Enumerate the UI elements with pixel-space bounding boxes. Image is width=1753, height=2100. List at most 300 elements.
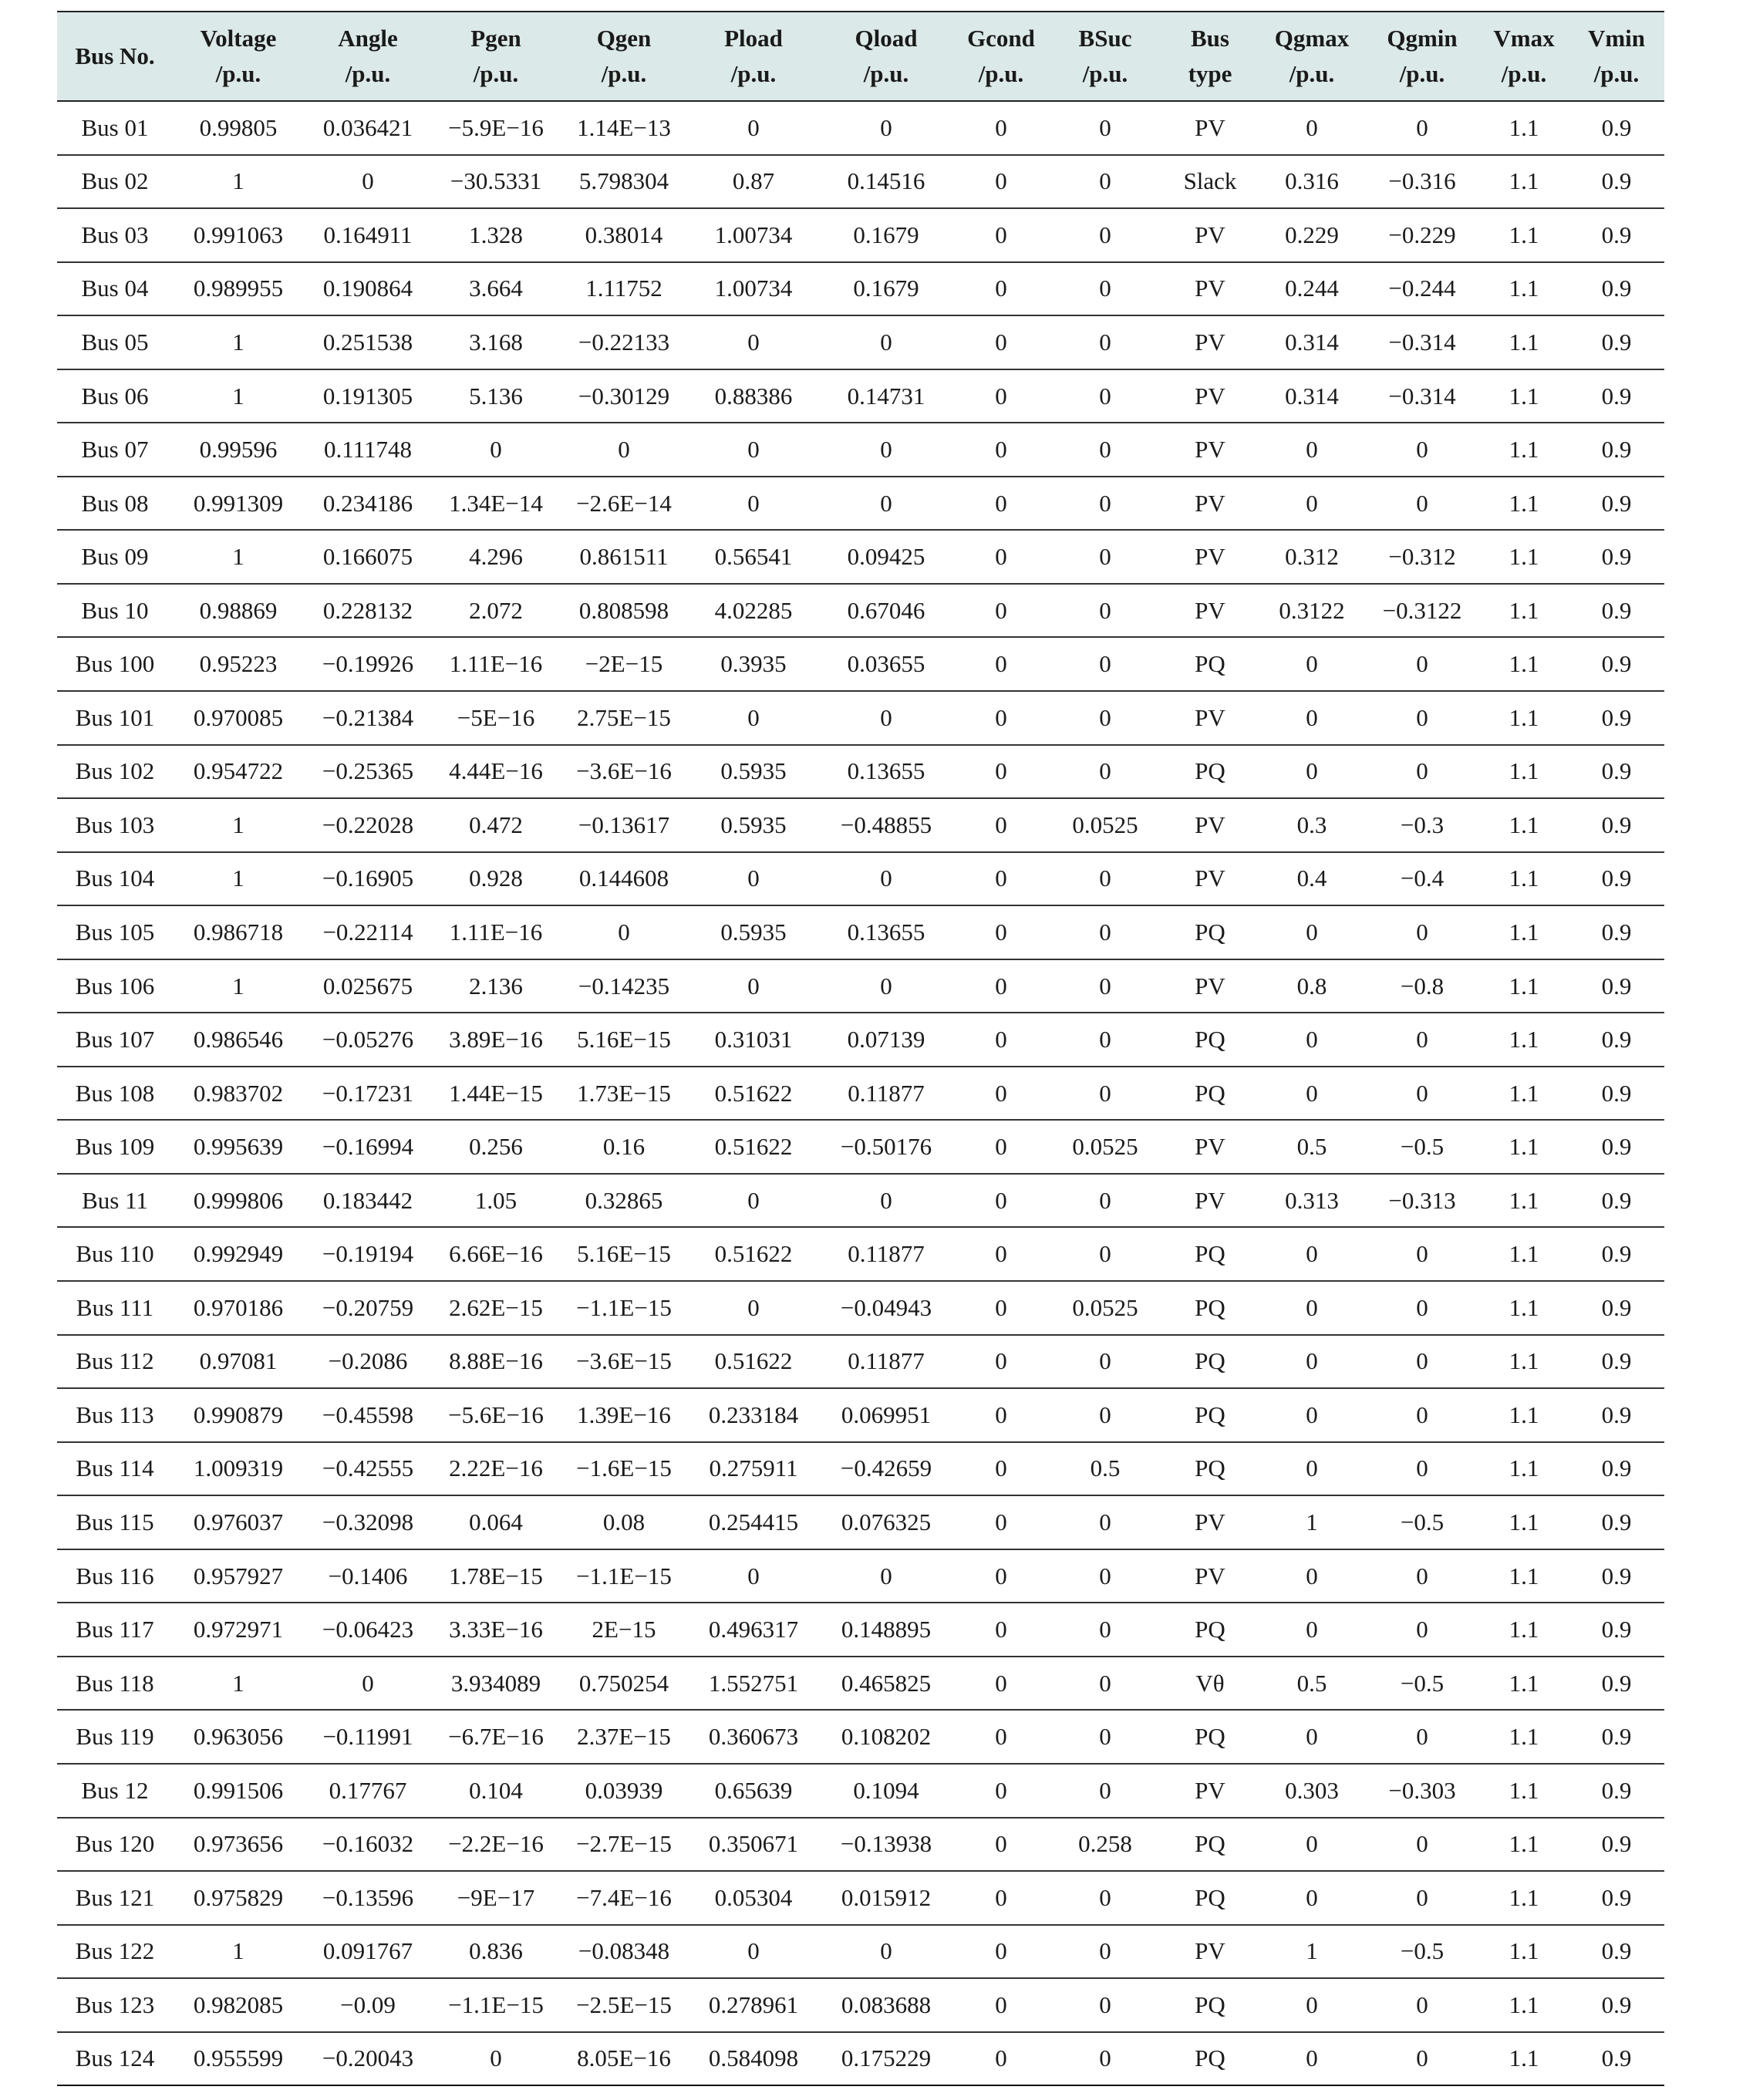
column-header-line1: Vmax — [1493, 25, 1555, 52]
table-cell: 0 — [432, 2032, 560, 2086]
table-cell: 1 — [173, 530, 304, 584]
table-cell: 1.1 — [1479, 1120, 1569, 1174]
table-cell: 0.995639 — [173, 1120, 304, 1174]
table-cell: 0 — [953, 1174, 1049, 1228]
table-cell: 0.303 — [1259, 1764, 1365, 1818]
table-cell: 4.02285 — [688, 584, 819, 638]
table-row — [57, 1335, 1664, 1389]
table-cell: −0.19926 — [304, 637, 432, 691]
table-cell: 0 — [1259, 1818, 1365, 1872]
table-cell: 0.9 — [1569, 1442, 1664, 1496]
table-row — [57, 1549, 1664, 1603]
table-cell: −2E−15 — [560, 637, 688, 691]
table-cell: 0.9 — [1569, 1495, 1664, 1549]
table-cell: 0 — [1049, 1925, 1161, 1979]
table-cell: −3.6E−15 — [560, 1335, 688, 1389]
column-header-line2: /p.u. — [978, 60, 1024, 87]
table-cell: 0.9 — [1569, 155, 1664, 209]
table-cell: 1.1 — [1479, 1549, 1569, 1603]
table-cell: 0.98869 — [173, 584, 304, 638]
table-cell: 0 — [1365, 1335, 1479, 1389]
table-cell: 0.972971 — [173, 1603, 304, 1657]
table-cell: 0.17767 — [304, 1764, 432, 1818]
table-cell: 0 — [1049, 262, 1161, 316]
table-cell: 0.1679 — [819, 262, 953, 316]
table-cell: 0 — [688, 691, 819, 745]
table-cell: 0 — [1365, 1442, 1479, 1496]
table-cell: 0.5 — [1049, 1442, 1161, 1496]
table-cell: 1 — [173, 369, 304, 423]
column-header-line1: Bus No. — [75, 42, 155, 69]
table-cell: 0.0525 — [1049, 798, 1161, 852]
table-cell: 1.1 — [1479, 905, 1569, 959]
table-cell: 0.3935 — [688, 637, 819, 691]
table-cell: 0 — [688, 477, 819, 531]
column-header-line1: Qgen — [596, 25, 652, 52]
table-row — [57, 1442, 1664, 1496]
table-row — [57, 1495, 1664, 1549]
table-cell: 0.954722 — [173, 745, 304, 799]
table-cell: PQ — [1161, 1871, 1259, 1925]
table-cell: −0.16994 — [304, 1120, 432, 1174]
column-header — [57, 12, 173, 101]
table-cell: 0.166075 — [304, 530, 432, 584]
table-cell: 0 — [1365, 905, 1479, 959]
table-cell: 0.312 — [1259, 530, 1365, 584]
table-cell: 0.350671 — [688, 1818, 819, 1872]
table-cell: 0.234186 — [304, 477, 432, 531]
table-cell: 0 — [1049, 423, 1161, 477]
table-cell: 0 — [560, 423, 688, 477]
table-cell: 0 — [819, 1549, 953, 1603]
table-cell: 0.9 — [1569, 315, 1664, 369]
table-cell: 0.5935 — [688, 905, 819, 959]
table-cell: −0.05276 — [304, 1013, 432, 1067]
bus-name-cell: Bus 110 — [57, 1227, 173, 1281]
table-cell: 0.091767 — [304, 1925, 432, 1979]
bus-name-cell: Bus 108 — [57, 1067, 173, 1121]
table-cell: 0.989955 — [173, 262, 304, 316]
table-cell: 2.75E−15 — [560, 691, 688, 745]
table-cell: 0 — [953, 798, 1049, 852]
table-cell: 0.144608 — [560, 852, 688, 906]
bus-name-cell: Bus 115 — [57, 1495, 173, 1549]
table-cell: 0 — [819, 477, 953, 531]
bus-name-cell: Bus 106 — [57, 959, 173, 1013]
table-cell: 0 — [953, 959, 1049, 1013]
table-cell: 0 — [1049, 1710, 1161, 1764]
bus-name-cell: Bus 12 — [57, 1764, 173, 1818]
table-cell: 0.14516 — [819, 155, 953, 209]
table-cell: 0.970186 — [173, 1281, 304, 1335]
table-cell: 0.9 — [1569, 423, 1664, 477]
table-cell: 1.1 — [1479, 1013, 1569, 1067]
table-cell: 0 — [1259, 1978, 1365, 2032]
table-cell: 0 — [1049, 1764, 1161, 1818]
table-cell: 0 — [1049, 1227, 1161, 1281]
table-cell: 0.9 — [1569, 637, 1664, 691]
table-cell: 1.34E−14 — [432, 477, 560, 531]
table-cell: 1.1 — [1479, 584, 1569, 638]
table-cell: 1.1 — [1479, 262, 1569, 316]
table-cell: 1.1 — [1479, 1871, 1569, 1925]
table-cell: 1.1 — [1479, 1388, 1569, 1442]
table-row — [57, 1013, 1664, 1067]
table-cell: 0.97081 — [173, 1335, 304, 1389]
table-cell: 0 — [1049, 315, 1161, 369]
table-cell: −0.314 — [1365, 369, 1479, 423]
table-cell: 1.1 — [1479, 1978, 1569, 2032]
table-cell: −5.6E−16 — [432, 1388, 560, 1442]
table-cell: 0 — [953, 530, 1049, 584]
table-cell: 0.957927 — [173, 1549, 304, 1603]
bus-name-cell: Bus 113 — [57, 1388, 173, 1442]
column-header-line2: /p.u. — [473, 60, 519, 87]
table-cell: 0 — [432, 423, 560, 477]
table-cell: 2.62E−15 — [432, 1281, 560, 1335]
table-row — [57, 1764, 1664, 1818]
table-cell: 0 — [688, 1281, 819, 1335]
bus-name-cell: Bus 123 — [57, 1978, 173, 2032]
column-header — [1049, 12, 1161, 101]
table-cell: 0 — [953, 637, 1049, 691]
table-row — [57, 369, 1664, 423]
table-cell: −0.42659 — [819, 1442, 953, 1496]
table-cell: 1.1 — [1479, 1442, 1569, 1496]
column-header-line2: /p.u. — [1082, 60, 1128, 87]
table-cell: −0.5 — [1365, 1925, 1479, 1979]
table-cell: −0.5 — [1365, 1495, 1479, 1549]
table-cell: 0.928 — [432, 852, 560, 906]
table-cell: 0.5935 — [688, 745, 819, 799]
table-cell: 0 — [1049, 637, 1161, 691]
table-cell: 0.88386 — [688, 369, 819, 423]
table-cell: −1.1E−15 — [432, 1978, 560, 2032]
table-cell: 0 — [1049, 1067, 1161, 1121]
column-header-line2: /p.u. — [863, 60, 909, 87]
table-cell: 0 — [953, 477, 1049, 531]
table-cell: 0.999806 — [173, 1174, 304, 1228]
table-cell: PQ — [1161, 1227, 1259, 1281]
table-cell: 0.67046 — [819, 584, 953, 638]
column-header-line2: /p.u. — [345, 60, 391, 87]
table-cell: 0 — [819, 959, 953, 1013]
table-cell: 0.992949 — [173, 1227, 304, 1281]
bus-name-cell: Bus 116 — [57, 1549, 173, 1603]
table-row — [57, 852, 1664, 906]
table-cell: 0 — [1259, 1442, 1365, 1496]
column-header — [1259, 12, 1365, 101]
table-cell: 0 — [1259, 1335, 1365, 1389]
table-row — [57, 637, 1664, 691]
table-cell: PQ — [1161, 1335, 1259, 1389]
table-cell: 0 — [304, 155, 432, 209]
table-cell: 0 — [953, 262, 1049, 316]
table-cell: 0 — [1049, 852, 1161, 906]
bus-name-cell: Bus 119 — [57, 1710, 173, 1764]
table-cell: 2.136 — [432, 959, 560, 1013]
table-header — [57, 12, 1664, 101]
bus-name-cell: Bus 100 — [57, 637, 173, 691]
table-cell: 0 — [953, 852, 1049, 906]
table-cell: 0.986546 — [173, 1013, 304, 1067]
table-row — [57, 1388, 1664, 1442]
column-header — [560, 12, 688, 101]
table-cell: 0.51622 — [688, 1335, 819, 1389]
table-cell: 0 — [1259, 1013, 1365, 1067]
table-cell: 0.191305 — [304, 369, 432, 423]
table-cell: −0.11991 — [304, 1710, 432, 1764]
table-cell: 0.9 — [1569, 1603, 1664, 1657]
table-cell: 0.4 — [1259, 852, 1365, 906]
table-cell: 0 — [953, 423, 1049, 477]
table-cell: 0.076325 — [819, 1495, 953, 1549]
column-header-line1: BSuc — [1078, 25, 1132, 52]
table-cell: 0.465825 — [819, 1657, 953, 1711]
table-cell: 5.798304 — [560, 155, 688, 209]
table-cell: 0.228132 — [304, 584, 432, 638]
table-cell: Vθ — [1161, 1657, 1259, 1711]
table-cell: −0.17231 — [304, 1067, 432, 1121]
table-cell: 0.244 — [1259, 262, 1365, 316]
table-cell: 0 — [1365, 1227, 1479, 1281]
table-row — [57, 1818, 1664, 1872]
table-cell: 0 — [1049, 530, 1161, 584]
table-cell: −0.20759 — [304, 1281, 432, 1335]
table-cell: 0 — [1365, 1067, 1479, 1121]
table-cell: −0.1406 — [304, 1549, 432, 1603]
table-cell: 1.73E−15 — [560, 1067, 688, 1121]
table-cell: 1.39E−16 — [560, 1388, 688, 1442]
table-cell: 0 — [688, 101, 819, 155]
table-cell: 0.9 — [1569, 1335, 1664, 1389]
table-cell: 0 — [953, 369, 1049, 423]
table-cell: −0.20043 — [304, 2032, 432, 2086]
bus-name-cell: Bus 104 — [57, 852, 173, 906]
table-cell: 0.064 — [432, 1495, 560, 1549]
table-cell: 0 — [1259, 1227, 1365, 1281]
table-cell: 0.9 — [1569, 1013, 1664, 1067]
table-row — [57, 1871, 1664, 1925]
column-header-line1: Vmin — [1587, 25, 1646, 52]
table-cell: 0 — [1259, 423, 1365, 477]
table-cell: −0.22133 — [560, 315, 688, 369]
table-cell: 2.072 — [432, 584, 560, 638]
table-cell: 1.11E−16 — [432, 637, 560, 691]
table-cell: 1 — [173, 852, 304, 906]
table-cell: −30.5331 — [432, 155, 560, 209]
table-cell: 2.37E−15 — [560, 1710, 688, 1764]
table-cell: −0.3122 — [1365, 584, 1479, 638]
table-cell: 0.861511 — [560, 530, 688, 584]
table-cell: 1.328 — [432, 208, 560, 262]
table-cell: 1.1 — [1479, 1335, 1569, 1389]
table-cell: 1 — [173, 155, 304, 209]
table-cell: 1.1 — [1479, 1281, 1569, 1335]
table-row — [57, 1227, 1664, 1281]
table-cell: 1 — [173, 1657, 304, 1711]
table-cell: 0 — [1365, 477, 1479, 531]
column-header — [688, 12, 819, 101]
table-cell: 0 — [1365, 423, 1479, 477]
table-cell: −0.04943 — [819, 1281, 953, 1335]
table-cell: 0 — [1049, 101, 1161, 155]
column-header-line1: Angle — [338, 25, 398, 52]
bus-name-cell: Bus 114 — [57, 1442, 173, 1496]
table-cell: −5E−16 — [432, 691, 560, 745]
table-cell: 0 — [819, 691, 953, 745]
table-cell: 0.0525 — [1049, 1120, 1161, 1174]
table-cell: 0.108202 — [819, 1710, 953, 1764]
table-cell: 0 — [688, 315, 819, 369]
table-row — [57, 959, 1664, 1013]
table-cell: 0.990879 — [173, 1388, 304, 1442]
table-cell: −0.13617 — [560, 798, 688, 852]
table-cell: 0 — [1049, 1335, 1161, 1389]
table-cell: 0.991063 — [173, 208, 304, 262]
column-header-line1: Voltage — [200, 25, 277, 52]
table-cell: 0 — [1259, 1710, 1365, 1764]
bus-name-cell: Bus 102 — [57, 745, 173, 799]
table-cell: 0 — [1259, 905, 1365, 959]
table-cell: 3.168 — [432, 315, 560, 369]
table-cell: 0.05304 — [688, 1871, 819, 1925]
table-cell: 0 — [1259, 477, 1365, 531]
table-cell: 0 — [1049, 1388, 1161, 1442]
table-cell: 0.983702 — [173, 1067, 304, 1121]
table-cell: 0.496317 — [688, 1603, 819, 1657]
table-row — [57, 208, 1664, 262]
table-cell: 1.11E−16 — [432, 905, 560, 959]
table-cell: 5.16E−15 — [560, 1013, 688, 1067]
table-cell: −6.7E−16 — [432, 1710, 560, 1764]
table-cell: −0.06423 — [304, 1603, 432, 1657]
table-cell: 0.09425 — [819, 530, 953, 584]
table-row — [57, 423, 1664, 477]
table-cell: 0 — [1365, 637, 1479, 691]
table-cell: −0.312 — [1365, 530, 1479, 584]
table-cell: 0.5935 — [688, 798, 819, 852]
table-cell: 0.07139 — [819, 1013, 953, 1067]
table-cell: −0.313 — [1365, 1174, 1479, 1228]
table-cell: 0.9 — [1569, 905, 1664, 959]
table-cell: 0.51622 — [688, 1120, 819, 1174]
column-header-line2: type — [1188, 60, 1232, 87]
table-cell: 0.03939 — [560, 1764, 688, 1818]
table-cell: 0.9 — [1569, 1388, 1664, 1442]
table-cell: 1.44E−15 — [432, 1067, 560, 1121]
table-cell: 1.1 — [1479, 691, 1569, 745]
column-header-line2: /p.u. — [1593, 60, 1640, 87]
bus-name-cell: Bus 04 — [57, 262, 173, 316]
table-cell: 0.9 — [1569, 1818, 1664, 1872]
table-cell: 0.95223 — [173, 637, 304, 691]
table-cell: 0.991506 — [173, 1764, 304, 1818]
table-cell: 0.955599 — [173, 2032, 304, 2086]
table-cell: PV — [1161, 1764, 1259, 1818]
table-cell: 0.9 — [1569, 745, 1664, 799]
table-cell: PV — [1161, 423, 1259, 477]
column-header — [1365, 12, 1479, 101]
table-row — [57, 1603, 1664, 1657]
table-cell: 0.9 — [1569, 798, 1664, 852]
table-cell: 0.175229 — [819, 2032, 953, 2086]
table-cell: −2.6E−14 — [560, 477, 688, 531]
table-cell: 0.083688 — [819, 1978, 953, 2032]
table-cell: PQ — [1161, 905, 1259, 959]
table-cell: 0 — [819, 101, 953, 155]
bus-name-cell: Bus 02 — [57, 155, 173, 209]
table-cell: 2.22E−16 — [432, 1442, 560, 1496]
table-cell: −0.314 — [1365, 315, 1479, 369]
table-cell: 0.9 — [1569, 1227, 1664, 1281]
bus-name-cell: Bus 122 — [57, 1925, 173, 1979]
table-cell: −0.16905 — [304, 852, 432, 906]
table-cell: −0.42555 — [304, 1442, 432, 1496]
table-cell: PQ — [1161, 1978, 1259, 2032]
table-cell: 0.9 — [1569, 369, 1664, 423]
table-cell: 1.1 — [1479, 1764, 1569, 1818]
table-cell: PV — [1161, 1120, 1259, 1174]
table-cell: 0 — [688, 1925, 819, 1979]
table-cell: 0.036421 — [304, 101, 432, 155]
table-cell: 0.9 — [1569, 852, 1664, 906]
table-cell: 0.278961 — [688, 1978, 819, 2032]
table-cell: −1.1E−15 — [560, 1549, 688, 1603]
table-cell: PQ — [1161, 1818, 1259, 1872]
table-cell: 0 — [819, 1174, 953, 1228]
table-cell: 0.111748 — [304, 423, 432, 477]
table-cell: PQ — [1161, 1013, 1259, 1067]
table-cell: 1.1 — [1479, 1174, 1569, 1228]
table-cell: −0.48855 — [819, 798, 953, 852]
table-cell: 0 — [953, 1549, 1049, 1603]
table-cell: −0.229 — [1365, 208, 1479, 262]
table-cell: 0.16 — [560, 1120, 688, 1174]
table-cell: 0 — [1365, 1388, 1479, 1442]
table-cell: 0.5 — [1259, 1657, 1365, 1711]
table-cell: 0 — [953, 1388, 1049, 1442]
column-header-line2: /p.u. — [1289, 60, 1335, 87]
table-cell: 0 — [1049, 2032, 1161, 2086]
table-cell: 0.104 — [432, 1764, 560, 1818]
table-cell: 1.1 — [1479, 208, 1569, 262]
table-cell: 1.11752 — [560, 262, 688, 316]
table-cell: 0 — [1365, 2032, 1479, 2086]
table-cell: −1.1E−15 — [560, 1281, 688, 1335]
table-cell: 0.986718 — [173, 905, 304, 959]
table-cell: 1.1 — [1479, 315, 1569, 369]
table-cell: 0 — [1259, 2032, 1365, 2086]
table-cell: PV — [1161, 530, 1259, 584]
table-cell: 0.9 — [1569, 1281, 1664, 1335]
table-cell: −0.8 — [1365, 959, 1479, 1013]
table-cell: 0.9 — [1569, 477, 1664, 531]
column-header-line2: /p.u. — [601, 60, 647, 87]
table-cell: 0 — [953, 745, 1049, 799]
table-cell: 1.1 — [1479, 852, 1569, 906]
table-cell: 0 — [1049, 1978, 1161, 2032]
table-row — [57, 1657, 1664, 1711]
bus-name-cell: Bus 05 — [57, 315, 173, 369]
bus-name-cell: Bus 112 — [57, 1335, 173, 1389]
table-row — [57, 1978, 1664, 2032]
table-cell: 0 — [953, 1764, 1049, 1818]
table-cell: −3.6E−16 — [560, 745, 688, 799]
table-cell: 0 — [1049, 584, 1161, 638]
table-cell: −0.5 — [1365, 1120, 1479, 1174]
table-cell: −0.45598 — [304, 1388, 432, 1442]
